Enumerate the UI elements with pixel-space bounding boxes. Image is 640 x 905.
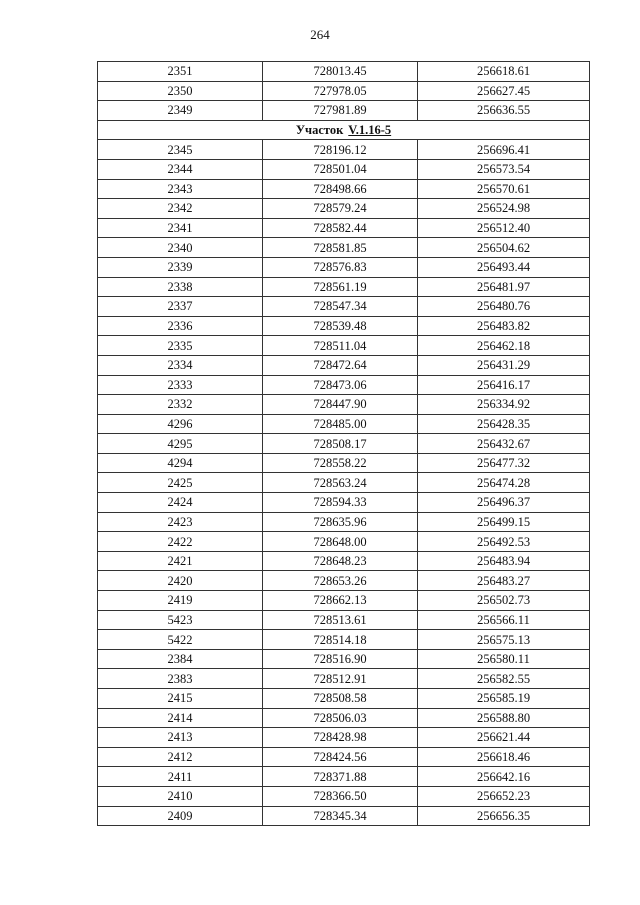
point-number-cell: 2411 (98, 767, 263, 787)
x-coordinate-cell: 728366.50 (263, 786, 418, 806)
y-coordinate-cell: 256416.17 (418, 375, 590, 395)
table-row (98, 689, 590, 709)
point-number-cell: 2349 (98, 101, 263, 121)
y-coordinate-cell: 256334.92 (418, 395, 590, 415)
point-number-cell: 5422 (98, 630, 263, 650)
y-coordinate-cell: 256642.16 (418, 767, 590, 787)
y-coordinate-cell: 256502.73 (418, 591, 590, 611)
y-coordinate-cell: 256428.35 (418, 414, 590, 434)
x-coordinate-cell: 728473.06 (263, 375, 418, 395)
x-coordinate-cell: 728345.34 (263, 806, 418, 826)
table-row (98, 649, 590, 669)
table-row (98, 355, 590, 375)
point-number-cell: 2344 (98, 159, 263, 179)
table-row (98, 473, 590, 493)
x-coordinate-cell: 728635.96 (263, 512, 418, 532)
y-coordinate-cell: 256432.67 (418, 434, 590, 454)
point-number-cell: 2412 (98, 747, 263, 767)
x-coordinate-cell: 728594.33 (263, 493, 418, 513)
x-coordinate-cell: 728485.00 (263, 414, 418, 434)
section-label: Участок (295, 123, 344, 138)
y-coordinate-cell: 256588.80 (418, 708, 590, 728)
y-coordinate-cell: 256493.44 (418, 257, 590, 277)
point-number-cell: 2336 (98, 316, 263, 336)
point-number-cell: 2425 (98, 473, 263, 493)
point-number-cell: 2338 (98, 277, 263, 297)
coordinates-table (97, 61, 590, 826)
table-row (98, 159, 590, 179)
x-coordinate-cell: 728013.45 (263, 62, 418, 82)
y-coordinate-cell: 256696.41 (418, 140, 590, 160)
y-coordinate-cell: 256656.35 (418, 806, 590, 826)
point-number-cell: 2384 (98, 649, 263, 669)
table-row (98, 610, 590, 630)
table-row (98, 453, 590, 473)
table-row (98, 199, 590, 219)
table-row (98, 336, 590, 356)
x-coordinate-cell: 728582.44 (263, 218, 418, 238)
x-coordinate-cell: 727981.89 (263, 101, 418, 121)
table-row (98, 179, 590, 199)
y-coordinate-cell: 256573.54 (418, 159, 590, 179)
y-coordinate-cell: 256618.61 (418, 62, 590, 82)
y-coordinate-cell: 256477.32 (418, 453, 590, 473)
table-row (98, 551, 590, 571)
x-coordinate-cell: 728512.91 (263, 669, 418, 689)
table-row (98, 728, 590, 748)
point-number-cell: 2415 (98, 689, 263, 709)
table-row (98, 257, 590, 277)
section-code: V.1.16-5 (348, 123, 392, 138)
point-number-cell: 2335 (98, 336, 263, 356)
point-number-cell: 5423 (98, 610, 263, 630)
y-coordinate-cell: 256504.62 (418, 238, 590, 258)
x-coordinate-cell: 728424.56 (263, 747, 418, 767)
table-row (98, 297, 590, 317)
point-number-cell: 2333 (98, 375, 263, 395)
table-row (98, 786, 590, 806)
point-number-cell: 2419 (98, 591, 263, 611)
x-coordinate-cell: 728371.88 (263, 767, 418, 787)
y-coordinate-cell: 256492.53 (418, 532, 590, 552)
x-coordinate-cell: 728508.58 (263, 689, 418, 709)
x-coordinate-cell: 728498.66 (263, 179, 418, 199)
table-row (98, 806, 590, 826)
y-coordinate-cell: 256483.82 (418, 316, 590, 336)
y-coordinate-cell: 256618.46 (418, 747, 590, 767)
x-coordinate-cell: 728561.19 (263, 277, 418, 297)
point-number-cell: 4295 (98, 434, 263, 454)
y-coordinate-cell: 256621.44 (418, 728, 590, 748)
y-coordinate-cell: 256474.28 (418, 473, 590, 493)
table-row (98, 375, 590, 395)
x-coordinate-cell: 728558.22 (263, 453, 418, 473)
y-coordinate-cell: 256481.97 (418, 277, 590, 297)
y-coordinate-cell: 256575.13 (418, 630, 590, 650)
section-header (98, 120, 590, 140)
table-row (98, 277, 590, 297)
y-coordinate-cell: 256480.76 (418, 297, 590, 317)
y-coordinate-cell: 256582.55 (418, 669, 590, 689)
table-row (98, 140, 590, 160)
x-coordinate-cell: 728662.13 (263, 591, 418, 611)
x-coordinate-cell: 728576.83 (263, 257, 418, 277)
y-coordinate-cell: 256585.19 (418, 689, 590, 709)
point-number-cell: 2414 (98, 708, 263, 728)
x-coordinate-cell: 727978.05 (263, 81, 418, 101)
point-number-cell: 2345 (98, 140, 263, 160)
table-row (98, 708, 590, 728)
x-coordinate-cell: 728653.26 (263, 571, 418, 591)
point-number-cell: 2340 (98, 238, 263, 258)
y-coordinate-cell: 256499.15 (418, 512, 590, 532)
table-row (98, 571, 590, 591)
point-number-cell: 2337 (98, 297, 263, 317)
point-number-cell: 2424 (98, 493, 263, 513)
y-coordinate-cell: 256570.61 (418, 179, 590, 199)
x-coordinate-cell: 728447.90 (263, 395, 418, 415)
x-coordinate-cell: 728539.48 (263, 316, 418, 336)
table-row (98, 395, 590, 415)
point-number-cell: 2423 (98, 512, 263, 532)
x-coordinate-cell: 728579.24 (263, 199, 418, 219)
table-row (98, 81, 590, 101)
table-row (98, 101, 590, 121)
point-number-cell: 2421 (98, 551, 263, 571)
table-row (98, 630, 590, 650)
point-number-cell: 2413 (98, 728, 263, 748)
x-coordinate-cell: 728513.61 (263, 610, 418, 630)
x-coordinate-cell: 728501.04 (263, 159, 418, 179)
table-row (98, 434, 590, 454)
x-coordinate-cell: 728428.98 (263, 728, 418, 748)
table-row (98, 512, 590, 532)
y-coordinate-cell: 256496.37 (418, 493, 590, 513)
point-number-cell: 4296 (98, 414, 263, 434)
y-coordinate-cell: 256483.27 (418, 571, 590, 591)
x-coordinate-cell: 728506.03 (263, 708, 418, 728)
y-coordinate-cell: 256627.45 (418, 81, 590, 101)
point-number-cell: 2339 (98, 257, 263, 277)
point-number-cell: 4294 (98, 453, 263, 473)
coordinates-table-body (98, 62, 590, 826)
point-number-cell: 2422 (98, 532, 263, 552)
y-coordinate-cell: 256652.23 (418, 786, 590, 806)
table-row (98, 591, 590, 611)
x-coordinate-cell: 728508.17 (263, 434, 418, 454)
table-row (98, 62, 590, 82)
point-number-cell: 2342 (98, 199, 263, 219)
point-number-cell: 2350 (98, 81, 263, 101)
point-number-cell: 2351 (98, 62, 263, 82)
y-coordinate-cell: 256483.94 (418, 551, 590, 571)
table-row (98, 238, 590, 258)
table-row (98, 493, 590, 513)
y-coordinate-cell: 256462.18 (418, 336, 590, 356)
table-row (98, 747, 590, 767)
x-coordinate-cell: 728511.04 (263, 336, 418, 356)
point-number-cell: 2420 (98, 571, 263, 591)
x-coordinate-cell: 728196.12 (263, 140, 418, 160)
y-coordinate-cell: 256566.11 (418, 610, 590, 630)
table-row (98, 532, 590, 552)
section-header-row (98, 120, 590, 140)
point-number-cell: 2332 (98, 395, 263, 415)
x-coordinate-cell: 728648.23 (263, 551, 418, 571)
x-coordinate-cell: 728563.24 (263, 473, 418, 493)
point-number-cell: 2343 (98, 179, 263, 199)
x-coordinate-cell: 728472.64 (263, 355, 418, 375)
y-coordinate-cell: 256524.98 (418, 199, 590, 219)
point-number-cell: 2410 (98, 786, 263, 806)
table-row (98, 669, 590, 689)
x-coordinate-cell: 728514.18 (263, 630, 418, 650)
x-coordinate-cell: 728547.34 (263, 297, 418, 317)
point-number-cell: 2383 (98, 669, 263, 689)
y-coordinate-cell: 256636.55 (418, 101, 590, 121)
y-coordinate-cell: 256512.40 (418, 218, 590, 238)
table-row (98, 316, 590, 336)
table-row (98, 767, 590, 787)
point-number-cell: 2409 (98, 806, 263, 826)
x-coordinate-cell: 728648.00 (263, 532, 418, 552)
y-coordinate-cell: 256580.11 (418, 649, 590, 669)
y-coordinate-cell: 256431.29 (418, 355, 590, 375)
x-coordinate-cell: 728581.85 (263, 238, 418, 258)
table-row (98, 414, 590, 434)
table-row (98, 218, 590, 238)
point-number-cell: 2334 (98, 355, 263, 375)
x-coordinate-cell: 728516.90 (263, 649, 418, 669)
point-number-cell: 2341 (98, 218, 263, 238)
page-number: 264 (310, 27, 330, 42)
